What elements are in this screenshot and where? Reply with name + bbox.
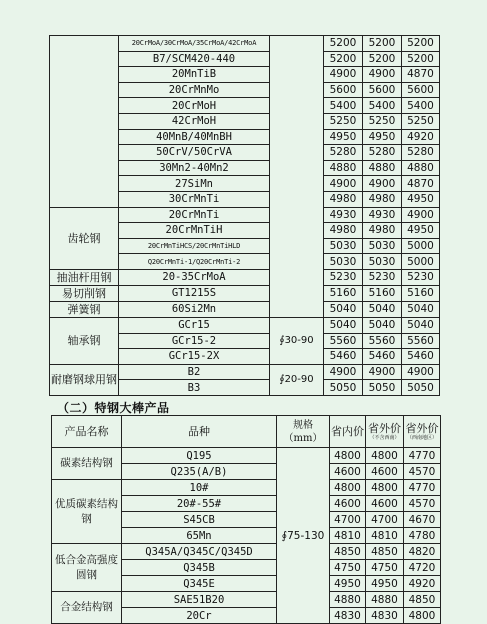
price-cell-p1: 4750 bbox=[330, 560, 366, 576]
price-cell-p1: 5560 bbox=[324, 333, 363, 349]
grade-cell: Q345E bbox=[122, 576, 277, 592]
table-row bbox=[52, 480, 441, 496]
price-cell-p3: 5230 bbox=[402, 269, 440, 285]
price-cell-p1: 4800 bbox=[330, 480, 366, 496]
grade-cell: 65Mn bbox=[122, 528, 277, 544]
category-cell-bearing: 轴承钢 bbox=[50, 317, 119, 364]
grade-cell: Q235(A/B) bbox=[122, 464, 277, 480]
price-cell-p3: 4670 bbox=[404, 512, 441, 528]
table-row bbox=[50, 207, 440, 223]
price-cell-p3: 5600 bbox=[402, 82, 440, 98]
price-cell-p1: 5200 bbox=[324, 51, 363, 67]
header-southwest-price-label: 省外价 bbox=[405, 421, 439, 435]
spec-cell-blank bbox=[270, 36, 324, 318]
price-cell-p3: 4900 bbox=[402, 364, 440, 380]
price-cell-p1: 4800 bbox=[330, 448, 366, 464]
header-product-name: 产品名称 bbox=[52, 416, 122, 448]
price-cell-p3: 4920 bbox=[402, 129, 440, 145]
grade-cell: 27SiMn bbox=[119, 176, 270, 192]
grade-cell: GCr15 bbox=[119, 317, 270, 333]
grade-cell: 20Cr bbox=[122, 608, 277, 624]
price-cell-p3: 5200 bbox=[402, 51, 440, 67]
grade-cell: Q345A/Q345C/Q345D bbox=[122, 544, 277, 560]
grade-cell: 20CrMnMo bbox=[119, 82, 270, 98]
price-cell-p1: 4810 bbox=[330, 528, 366, 544]
price-cell-p1: 4980 bbox=[324, 223, 363, 239]
price-table-large-bars bbox=[51, 415, 441, 624]
price-cell-p2: 5030 bbox=[363, 254, 402, 270]
price-cell-p2: 4980 bbox=[363, 223, 402, 239]
price-cell-p3: 5040 bbox=[402, 301, 440, 317]
price-cell-p1: 4950 bbox=[324, 129, 363, 145]
table-row bbox=[52, 592, 441, 608]
price-cell-p3: 5460 bbox=[402, 349, 440, 365]
category-cell-wear-ball: 耐磨钢球用钢 bbox=[50, 364, 119, 395]
table-row bbox=[52, 544, 441, 560]
price-cell-p1: 5460 bbox=[324, 349, 363, 365]
price-cell-p1: 4900 bbox=[324, 364, 363, 380]
price-cell-p2: 5030 bbox=[363, 238, 402, 254]
price-cell-p2: 4880 bbox=[366, 592, 404, 608]
price-cell-p2: 5250 bbox=[363, 113, 402, 129]
spec-cell-wear: ∮20-90 bbox=[270, 364, 324, 395]
price-cell-p2: 4700 bbox=[366, 512, 404, 528]
grade-cell: 20MnTiB bbox=[119, 67, 270, 83]
grade-cell: GT1215S bbox=[119, 285, 270, 301]
grade-cell: 30Mn2-40Mn2 bbox=[119, 160, 270, 176]
price-cell-p2: 5280 bbox=[363, 145, 402, 161]
price-cell-p3: 5280 bbox=[402, 145, 440, 161]
price-cell-p2: 4900 bbox=[363, 176, 402, 192]
category-cell-spring: 弹簧钢 bbox=[50, 301, 119, 317]
price-cell-p3: 4780 bbox=[404, 528, 441, 544]
price-cell-p1: 4900 bbox=[324, 176, 363, 192]
price-cell-p3: 5000 bbox=[402, 238, 440, 254]
price-cell-p1: 4880 bbox=[324, 160, 363, 176]
header-spec: 规格（mm） bbox=[277, 416, 330, 448]
grade-cell: 50CrV/50CrVA bbox=[119, 145, 270, 161]
price-cell-p3: 4850 bbox=[404, 592, 441, 608]
table-row bbox=[50, 317, 440, 333]
grade-cell: 30CrMnTi bbox=[119, 191, 270, 207]
price-cell-p1: 4600 bbox=[330, 496, 366, 512]
price-cell-p3: 5160 bbox=[402, 285, 440, 301]
price-cell-p2: 4750 bbox=[366, 560, 404, 576]
grade-cell: SAE51B20 bbox=[122, 592, 277, 608]
grade-cell: 10# bbox=[122, 480, 277, 496]
table-row bbox=[50, 269, 440, 285]
price-cell-p1: 4930 bbox=[324, 207, 363, 223]
grade-cell: Q20CrMnTi-1/Q20CrMnTi-2 bbox=[119, 254, 270, 270]
price-cell-p3: 4950 bbox=[402, 223, 440, 239]
price-cell-p2: 4600 bbox=[366, 464, 404, 480]
price-cell-p1: 4830 bbox=[330, 608, 366, 624]
spec-cell: ∮75-130 bbox=[277, 448, 330, 624]
price-cell-p2: 4950 bbox=[363, 129, 402, 145]
price-cell-p3: 4880 bbox=[402, 160, 440, 176]
category-cell-hsla: 低合金高强度圆钢 bbox=[52, 544, 122, 592]
grade-cell: 20-35CrMoA bbox=[119, 269, 270, 285]
price-cell-p3: 5040 bbox=[402, 317, 440, 333]
grade-cell: 20CrMnTiH bbox=[119, 223, 270, 239]
price-cell-p3: 4870 bbox=[402, 176, 440, 192]
table-row bbox=[50, 36, 440, 52]
spec-cell-bearing: ∮30-90 bbox=[270, 317, 324, 364]
price-cell-p1: 5280 bbox=[324, 145, 363, 161]
price-cell-p1: 4700 bbox=[330, 512, 366, 528]
price-cell-p2: 5600 bbox=[363, 82, 402, 98]
price-cell-p2: 5560 bbox=[363, 333, 402, 349]
category-cell-gear: 齿轮钢 bbox=[50, 207, 119, 269]
price-cell-p1: 5040 bbox=[324, 317, 363, 333]
price-cell-p3: 5250 bbox=[402, 113, 440, 129]
table-row bbox=[50, 364, 440, 380]
price-cell-p2: 4880 bbox=[363, 160, 402, 176]
category-cell-quality-carbon: 优质碳素结构钢 bbox=[52, 480, 122, 544]
price-cell-p3: 4720 bbox=[404, 560, 441, 576]
section-title: （二）特钢大棒产品 bbox=[57, 401, 170, 415]
price-cell-p1: 5040 bbox=[324, 301, 363, 317]
price-cell-p1: 5200 bbox=[324, 36, 363, 52]
grade-cell: GCr15-2X bbox=[119, 349, 270, 365]
price-cell-p1: 4980 bbox=[324, 191, 363, 207]
header-southwest-price bbox=[404, 416, 441, 448]
price-cell-p3: 4770 bbox=[404, 480, 441, 496]
header-outside-price-label: 省外价 bbox=[368, 421, 401, 435]
category-cell-free-cutting: 易切削钢 bbox=[50, 285, 119, 301]
price-cell-p2: 4850 bbox=[366, 544, 404, 560]
price-cell-p3: 5200 bbox=[402, 36, 440, 52]
grade-cell: Q345B bbox=[122, 560, 277, 576]
price-cell-p3: 4570 bbox=[404, 496, 441, 512]
price-cell-p3: 4800 bbox=[404, 608, 441, 624]
grade-cell: 20#-55# bbox=[122, 496, 277, 512]
price-cell-p3: 4920 bbox=[404, 576, 441, 592]
grade-cell: 60Si2Mn bbox=[119, 301, 270, 317]
price-cell-p3: 5050 bbox=[402, 380, 440, 396]
price-cell-p3: 4820 bbox=[404, 544, 441, 560]
table-header-row bbox=[52, 416, 441, 448]
price-cell-p3: 4770 bbox=[404, 448, 441, 464]
category-cell-blank bbox=[50, 36, 119, 208]
grade-cell: Q195 bbox=[122, 448, 277, 464]
price-cell-p2: 4980 bbox=[363, 191, 402, 207]
price-cell-p1: 5050 bbox=[324, 380, 363, 396]
price-cell-p2: 5230 bbox=[363, 269, 402, 285]
price-cell-p2: 4600 bbox=[366, 496, 404, 512]
table-row bbox=[50, 285, 440, 301]
price-cell-p2: 5200 bbox=[363, 36, 402, 52]
price-cell-p1: 4880 bbox=[330, 592, 366, 608]
grade-cell: 20CrMnTiHCS/20CrMnTiHLD bbox=[119, 238, 270, 254]
price-cell-p1: 5230 bbox=[324, 269, 363, 285]
grade-cell: GCr15-2 bbox=[119, 333, 270, 349]
grade-cell: 20CrMoA/30CrMoA/35CrMoA/42CrMoA bbox=[119, 36, 270, 52]
price-cell-p2: 5040 bbox=[363, 317, 402, 333]
category-cell-alloy: 合金结构钢 bbox=[52, 592, 122, 624]
price-cell-p2: 5200 bbox=[363, 51, 402, 67]
price-cell-p3: 4870 bbox=[402, 67, 440, 83]
price-cell-p1: 5160 bbox=[324, 285, 363, 301]
header-outside-price-note: （不含西南） bbox=[369, 434, 400, 441]
price-cell-p2: 4900 bbox=[363, 364, 402, 380]
price-cell-p3: 4570 bbox=[404, 464, 441, 480]
grade-cell: S45CB bbox=[122, 512, 277, 528]
price-table-special-steel bbox=[49, 35, 440, 396]
price-cell-p2: 4950 bbox=[366, 576, 404, 592]
price-cell-p2: 4800 bbox=[366, 480, 404, 496]
price-cell-p1: 4900 bbox=[324, 67, 363, 83]
price-cell-p3: 4900 bbox=[402, 207, 440, 223]
price-cell-p2: 4900 bbox=[363, 67, 402, 83]
grade-cell: B7/SCM420-440 bbox=[119, 51, 270, 67]
price-cell-p1: 5030 bbox=[324, 238, 363, 254]
category-cell-sucker-rod: 抽油杆用钢 bbox=[50, 269, 119, 285]
price-cell-p2: 5040 bbox=[363, 301, 402, 317]
price-cell-p2: 4800 bbox=[366, 448, 404, 464]
price-cell-p1: 5600 bbox=[324, 82, 363, 98]
price-cell-p1: 4950 bbox=[330, 576, 366, 592]
price-cell-p3: 5000 bbox=[402, 254, 440, 270]
grade-cell: 40MnB/40MnBH bbox=[119, 129, 270, 145]
price-cell-p3: 5400 bbox=[402, 98, 440, 114]
grade-cell: 42CrMoH bbox=[119, 113, 270, 129]
price-cell-p3: 4950 bbox=[402, 191, 440, 207]
grade-cell: 20CrMoH bbox=[119, 98, 270, 114]
price-cell-p1: 4600 bbox=[330, 464, 366, 480]
price-cell-p2: 5400 bbox=[363, 98, 402, 114]
price-cell-p2: 4930 bbox=[363, 207, 402, 223]
price-cell-p1: 4850 bbox=[330, 544, 366, 560]
header-inside-price: 省内价 bbox=[330, 416, 366, 448]
price-cell-p1: 5030 bbox=[324, 254, 363, 270]
price-cell-p2: 4810 bbox=[366, 528, 404, 544]
price-cell-p1: 5400 bbox=[324, 98, 363, 114]
category-cell-carbon: 碳素结构钢 bbox=[52, 448, 122, 480]
price-cell-p1: 5250 bbox=[324, 113, 363, 129]
price-cell-p2: 4830 bbox=[366, 608, 404, 624]
price-cell-p2: 5050 bbox=[363, 380, 402, 396]
grade-cell: B3 bbox=[119, 380, 270, 396]
grade-cell: B2 bbox=[119, 364, 270, 380]
grade-cell: 20CrMnTi bbox=[119, 207, 270, 223]
price-cell-p2: 5160 bbox=[363, 285, 402, 301]
table-row bbox=[52, 448, 441, 464]
header-grade: 品种 bbox=[122, 416, 277, 448]
header-southwest-price-note: （西南地区） bbox=[406, 434, 437, 441]
header-outside-price bbox=[366, 416, 404, 448]
price-cell-p3: 5560 bbox=[402, 333, 440, 349]
table-row bbox=[50, 301, 440, 317]
price-cell-p2: 5460 bbox=[363, 349, 402, 365]
